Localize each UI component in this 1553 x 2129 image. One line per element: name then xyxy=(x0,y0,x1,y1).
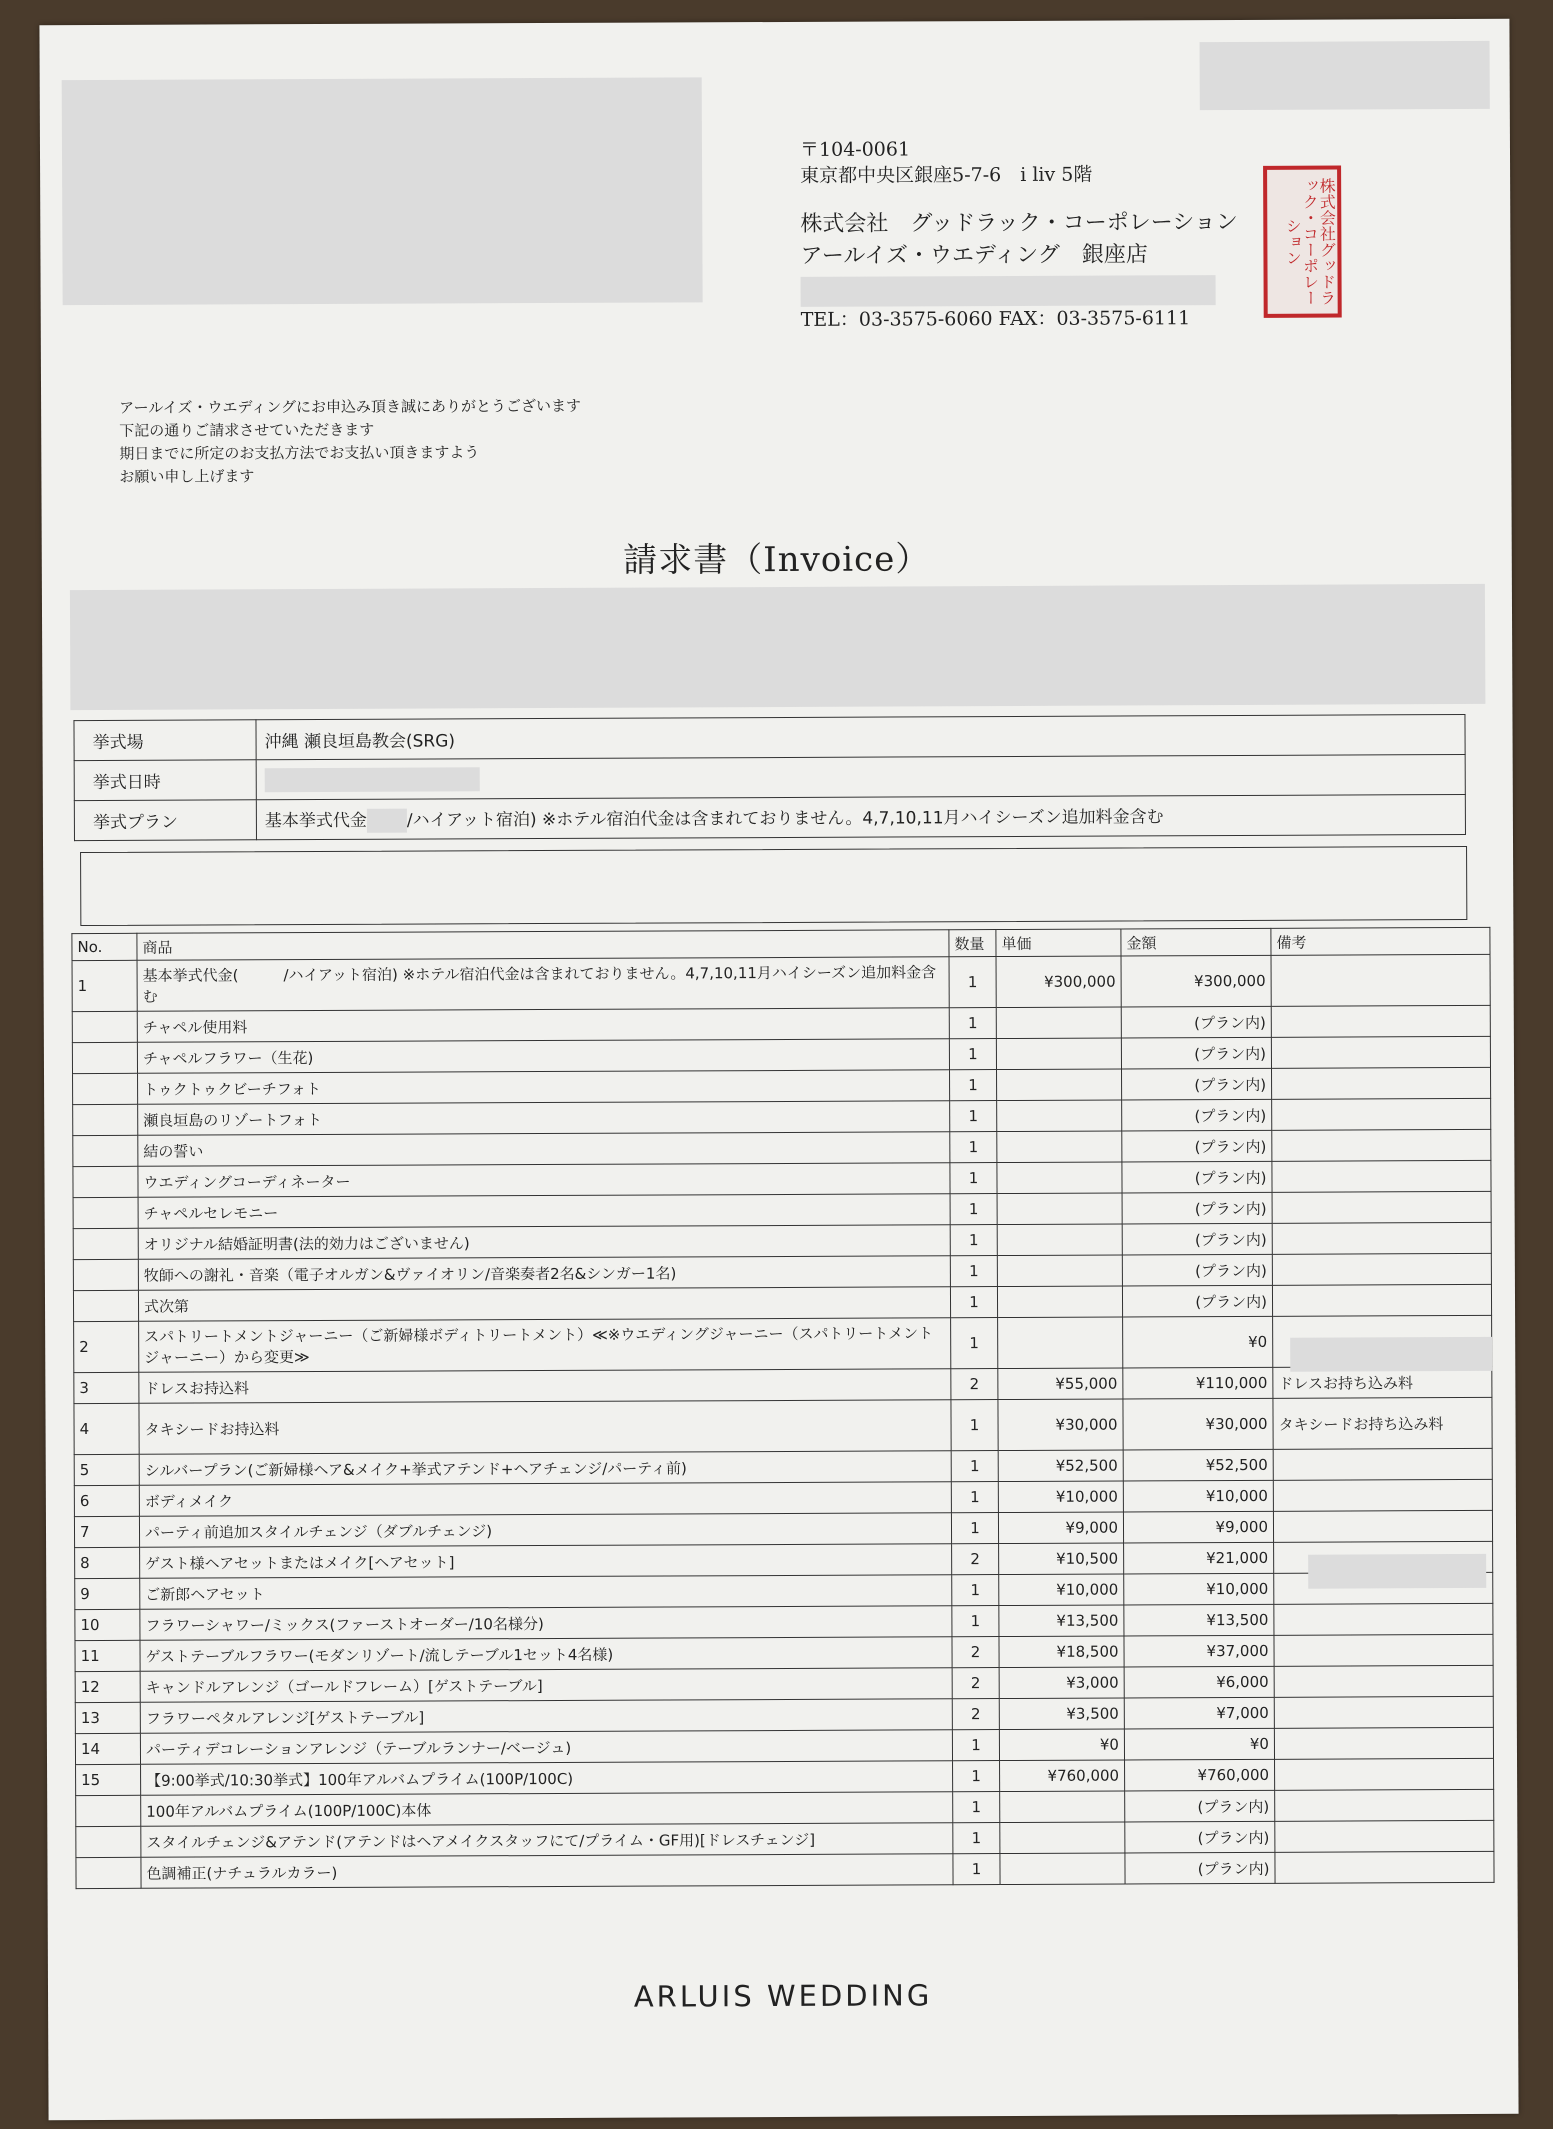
row-qty: 1 xyxy=(949,1008,996,1039)
row-qty: 1 xyxy=(950,1101,997,1132)
row-unit-price: ¥3,500 xyxy=(999,1698,1124,1730)
row-no xyxy=(73,1197,138,1228)
row-unit-price xyxy=(1000,1791,1125,1823)
ceremony-info-table xyxy=(73,714,1466,841)
row-qty: 1 xyxy=(952,1606,999,1637)
row-unit-price xyxy=(998,1317,1123,1369)
row-note xyxy=(1272,1098,1491,1130)
row-item: 瀬良垣島のリゾートフォト xyxy=(138,1101,950,1136)
date-value xyxy=(256,755,1465,800)
row-amount: ¥21,000 xyxy=(1124,1542,1274,1574)
row-unit-price: ¥300,000 xyxy=(996,956,1121,1008)
row-unit-price: ¥18,500 xyxy=(999,1636,1124,1668)
row-amount: ¥760,000 xyxy=(1125,1759,1275,1791)
row-no: 8 xyxy=(75,1547,140,1578)
row-item: キャンドルアレンジ（ゴールドフレーム）[ゲストテーブル] xyxy=(140,1668,952,1703)
header-unit-price: 単価 xyxy=(996,929,1121,957)
row-no: 6 xyxy=(74,1485,139,1516)
row-amount: (プラン内) xyxy=(1122,1223,1272,1255)
row-no xyxy=(73,1073,138,1104)
row-qty: 2 xyxy=(951,1369,998,1400)
row-note xyxy=(1273,1479,1492,1511)
sender-company: 株式会社 グッドラック・コーポレーション xyxy=(800,209,1238,237)
row-item: 色調補正(ナチュラルカラー) xyxy=(141,1854,953,1889)
row-item: タキシードお持込料 xyxy=(139,1400,951,1455)
row-qty: 1 xyxy=(953,1761,1000,1792)
row-note xyxy=(1274,1665,1493,1697)
header-no: No. xyxy=(72,933,137,960)
row-amount: (プラン内) xyxy=(1122,1192,1272,1224)
row-note xyxy=(1275,1851,1494,1883)
row-qty: 1 xyxy=(950,1225,997,1256)
row-note xyxy=(1272,1191,1491,1223)
header-amount: 金額 xyxy=(1121,928,1271,956)
row-amount: ¥13,500 xyxy=(1124,1604,1274,1636)
row-qty: 1 xyxy=(950,1256,997,1287)
row-qty: 2 xyxy=(952,1699,999,1730)
row-amount: (プラン内) xyxy=(1121,1037,1271,1069)
row-qty: 1 xyxy=(950,1163,997,1194)
row-unit-price xyxy=(997,1255,1122,1287)
row-amount: ¥37,000 xyxy=(1124,1635,1274,1667)
row-qty: 1 xyxy=(951,1400,998,1451)
row-no: 5 xyxy=(74,1454,139,1485)
header-note: 備考 xyxy=(1271,927,1490,955)
greeting-line: 下記の通りご請求させていただきます xyxy=(119,420,375,440)
row-amount: (プラン内) xyxy=(1122,1285,1272,1317)
row-amount: ¥6,000 xyxy=(1124,1666,1274,1698)
row-item: パーティデコレーションアレンジ（テーブルランナー/ベージュ) xyxy=(140,1730,952,1765)
row-amount: ¥110,000 xyxy=(1123,1367,1273,1399)
sender-address: 東京都中央区銀座5-7-6 i liv 5階 xyxy=(800,163,1093,187)
row-qty: 1 xyxy=(953,1792,1000,1823)
row-note xyxy=(1275,1758,1494,1790)
row-amount: ¥10,000 xyxy=(1123,1480,1273,1512)
row-qty: 1 xyxy=(950,1070,997,1101)
redacted-recipient xyxy=(62,77,703,305)
row-no xyxy=(73,1290,138,1321)
row-unit-price xyxy=(997,1131,1122,1163)
plan-note: /ハイアット宿泊) ※ホテル宿泊代金は含まれておりません。4,7,10,11月ハイシーズン追加料金含む xyxy=(406,807,1164,831)
row-amount: (プラン内) xyxy=(1122,1161,1272,1193)
row-qty: 1 xyxy=(950,1194,997,1225)
redacted-note-8 xyxy=(1308,1554,1486,1589)
redacted-top-right xyxy=(1200,41,1490,110)
sender-block xyxy=(800,135,1238,333)
plan-label: 挙式プラン xyxy=(74,800,256,841)
row-item: 結の誓い xyxy=(138,1132,950,1167)
row-note xyxy=(1271,1067,1490,1099)
row-qty: 1 xyxy=(949,957,996,1008)
redacted-sender-line xyxy=(801,275,1216,307)
redacted-note-2 xyxy=(1290,1337,1492,1372)
row-amount: (プラン内) xyxy=(1121,1006,1271,1038)
row-no: 4 xyxy=(74,1403,139,1454)
row-unit-price xyxy=(1000,1822,1125,1854)
row-no: 3 xyxy=(74,1372,139,1403)
row-no xyxy=(73,1104,138,1135)
row-item: チャペル使用料 xyxy=(137,1008,949,1043)
row-note xyxy=(1274,1727,1493,1759)
row-amount: (プラン内) xyxy=(1125,1821,1275,1853)
row-note xyxy=(1274,1696,1493,1728)
row-unit-price: ¥52,500 xyxy=(998,1450,1123,1482)
venue-value: 沖縄 瀬良垣島教会(SRG) xyxy=(256,715,1465,760)
row-item: フラワーペタルアレンジ[ゲストテーブル] xyxy=(140,1699,952,1734)
invoice-items-table xyxy=(71,927,1494,1889)
row-item: ドレスお持込料 xyxy=(139,1369,951,1404)
row-note xyxy=(1271,1005,1490,1037)
row-note: タキシードお持ち込み料 xyxy=(1273,1397,1492,1449)
row-no: 15 xyxy=(76,1764,141,1795)
redacted-customer-info xyxy=(70,584,1486,710)
sender-tel: TEL：03-3575-6060 FAX：03-3575-6111 xyxy=(800,307,1191,331)
row-qty: 1 xyxy=(950,1287,997,1318)
row-qty: 1 xyxy=(952,1575,999,1606)
row-item: シルバープラン(ご新婦様ヘア&メイク+挙式アテンド+ヘアチェンジ/パーティ前) xyxy=(139,1451,951,1486)
company-seal xyxy=(1263,166,1342,318)
row-item: 100年アルバムプライム(100P/100C)本体 xyxy=(141,1792,953,1827)
row-no xyxy=(76,1795,141,1826)
row-note xyxy=(1275,1820,1494,1852)
row-item: トゥクトゥクビーチフォト xyxy=(138,1070,950,1105)
row-no xyxy=(76,1857,141,1888)
header-item: 商品 xyxy=(137,930,949,961)
row-qty: 1 xyxy=(950,1132,997,1163)
row-amount: (プラン内) xyxy=(1122,1130,1272,1162)
row-no xyxy=(76,1826,141,1857)
row-note xyxy=(1272,1129,1491,1161)
row-note: ドレスお持ち込み料 xyxy=(1273,1366,1492,1398)
row-no xyxy=(73,1259,138,1290)
row-amount: ¥30,000 xyxy=(1123,1398,1273,1450)
row-item: チャペルセレモニー xyxy=(138,1194,950,1229)
row-unit-price: ¥30,000 xyxy=(998,1399,1123,1451)
row-item: パーティ前追加スタイルチェンジ（ダブルチェンジ) xyxy=(139,1513,951,1548)
row-no: 11 xyxy=(75,1640,140,1671)
row-item: ウエディングコーディネーター xyxy=(138,1163,950,1198)
row-no: 12 xyxy=(75,1671,140,1702)
row-note xyxy=(1272,1160,1491,1192)
plan-name: 基本挙式代金 xyxy=(264,810,367,832)
table-row xyxy=(74,1315,1492,1372)
row-unit-price: ¥3,000 xyxy=(999,1667,1124,1699)
row-note xyxy=(1273,1510,1492,1542)
row-note xyxy=(1274,1634,1493,1666)
greeting-line: お願い申し上げます xyxy=(119,467,255,486)
notes-box xyxy=(80,846,1467,926)
row-item: ご新郎ヘアセット xyxy=(140,1575,952,1610)
seal-text: 株式会社グッドラック・コーポレーション xyxy=(1283,177,1337,306)
row-qty: 1 xyxy=(951,1513,998,1544)
row-item: スタイルチェンジ&アテンド(アテンドはヘアメイクスタッフにて/プライム・GF用)[ドレスチェンジ] xyxy=(141,1823,953,1858)
greeting-line: アールイズ・ウエディングにお申込み頂き誠にありがとうございます xyxy=(119,396,582,417)
table-row xyxy=(74,1397,1492,1454)
row-unit-price xyxy=(1000,1853,1125,1885)
sender-store: アールイズ・ウエディング 銀座店 xyxy=(800,242,1148,269)
row-amount: ¥10,000 xyxy=(1124,1573,1274,1605)
row-note xyxy=(1273,1448,1492,1480)
greeting-line: 期日までに所定のお支払方法でお支払い頂きますよう xyxy=(119,443,480,463)
row-amount: (プラン内) xyxy=(1122,1254,1272,1286)
row-unit-price: ¥55,000 xyxy=(998,1368,1123,1400)
greeting xyxy=(119,395,581,489)
row-amount: ¥0 xyxy=(1123,1316,1273,1368)
row-item: 式次第 xyxy=(138,1287,950,1322)
row-item: 【9:00挙式/10:30挙式】100年アルバムプライム(100P/100C) xyxy=(141,1761,953,1796)
row-no xyxy=(72,1042,137,1073)
row-unit-price xyxy=(997,1162,1122,1194)
row-item: チャペルフラワー（生花) xyxy=(137,1039,949,1074)
header-qty: 数量 xyxy=(949,930,996,957)
row-amount: (プラン内) xyxy=(1125,1790,1275,1822)
row-qty: 2 xyxy=(952,1668,999,1699)
sender-postal: 〒104-0061 xyxy=(799,138,911,161)
row-unit-price: ¥0 xyxy=(999,1729,1124,1761)
row-no: 1 xyxy=(72,960,137,1011)
row-item: 牧師への謝礼・音楽（電子オルガン&ヴァイオリン/音楽奏者2名&シンガー1名) xyxy=(138,1256,950,1291)
row-no: 9 xyxy=(75,1578,140,1609)
row-no xyxy=(73,1166,138,1197)
row-no xyxy=(72,1011,137,1042)
row-amount: ¥52,500 xyxy=(1123,1449,1273,1481)
row-note xyxy=(1272,1222,1491,1254)
row-unit-price xyxy=(996,1007,1121,1039)
row-item: 基本挙式代金( /ハイアット宿泊) ※ホテル宿泊代金は含まれておりません。4,7,10,11月ハイシーズン追加料金含む xyxy=(137,957,949,1012)
row-unit-price xyxy=(997,1100,1122,1132)
row-unit-price: ¥13,500 xyxy=(999,1605,1124,1637)
row-amount: (プラン内) xyxy=(1125,1852,1275,1884)
row-unit-price: ¥10,000 xyxy=(999,1574,1124,1606)
row-unit-price xyxy=(997,1193,1122,1225)
row-qty: 1 xyxy=(953,1823,1000,1854)
row-note xyxy=(1272,1253,1491,1285)
row-no: 13 xyxy=(75,1702,140,1733)
row-qty: 2 xyxy=(952,1637,999,1668)
row-item: スパトリートメントジャーニー（ご新婦様ボディトリートメント）≪※ウエディングジャーニー（スパトリートメントジャーニー）から変更≫ xyxy=(139,1318,951,1373)
row-amount: (プラン内) xyxy=(1122,1068,1272,1100)
table-row xyxy=(72,954,1490,1011)
invoice-paper xyxy=(39,19,1518,2120)
row-qty: 1 xyxy=(951,1451,998,1482)
row-no: 7 xyxy=(74,1516,139,1547)
table-row xyxy=(76,1851,1494,1888)
row-no: 10 xyxy=(75,1609,140,1640)
row-no: 2 xyxy=(74,1321,139,1372)
date-label: 挙式日時 xyxy=(74,760,256,801)
row-note xyxy=(1271,1036,1490,1068)
row-amount: (プラン内) xyxy=(1122,1099,1272,1131)
row-qty: 1 xyxy=(949,1039,996,1070)
row-note xyxy=(1274,1603,1493,1635)
row-unit-price xyxy=(997,1224,1122,1256)
row-qty: 1 xyxy=(952,1730,999,1761)
row-unit-price xyxy=(996,1038,1121,1070)
row-unit-price: ¥10,000 xyxy=(998,1481,1123,1513)
row-qty: 2 xyxy=(952,1544,999,1575)
row-qty: 1 xyxy=(951,1482,998,1513)
row-note xyxy=(1271,954,1490,1006)
row-amount: ¥9,000 xyxy=(1123,1511,1273,1543)
venue-label: 挙式場 xyxy=(74,720,256,761)
row-qty: 1 xyxy=(951,1318,998,1369)
row-unit-price: ¥10,500 xyxy=(999,1543,1124,1575)
row-unit-price xyxy=(997,1069,1122,1101)
row-amount: ¥300,000 xyxy=(1121,955,1271,1007)
row-no xyxy=(73,1135,138,1166)
row-amount: ¥7,000 xyxy=(1124,1697,1274,1729)
row-note xyxy=(1275,1789,1494,1821)
row-no: 14 xyxy=(75,1733,140,1764)
page-title: 請求書（Invoice） xyxy=(623,539,931,581)
row-note xyxy=(1272,1284,1491,1316)
row-item: オリジナル結婚証明書(法的効力はございません) xyxy=(138,1225,950,1260)
row-item: ゲスト様ヘアセットまたはメイク[ヘアセット] xyxy=(140,1544,952,1579)
brand-logo: ARLUIS WEDDING xyxy=(633,1978,933,2014)
row-unit-price xyxy=(997,1286,1122,1318)
row-unit-price: ¥760,000 xyxy=(1000,1760,1125,1792)
row-item: フラワーシャワー/ミックス(ファーストオーダー/10名様分) xyxy=(140,1606,952,1641)
row-unit-price: ¥9,000 xyxy=(998,1512,1123,1544)
plan-value xyxy=(256,795,1465,840)
row-item: ボディメイク xyxy=(139,1482,951,1517)
row-item: ゲストテーブルフラワー(モダンリゾート/流しテーブル1セット4名様) xyxy=(140,1637,952,1672)
row-qty: 1 xyxy=(953,1854,1000,1885)
row-amount: ¥0 xyxy=(1124,1728,1274,1760)
row-no xyxy=(73,1228,138,1259)
